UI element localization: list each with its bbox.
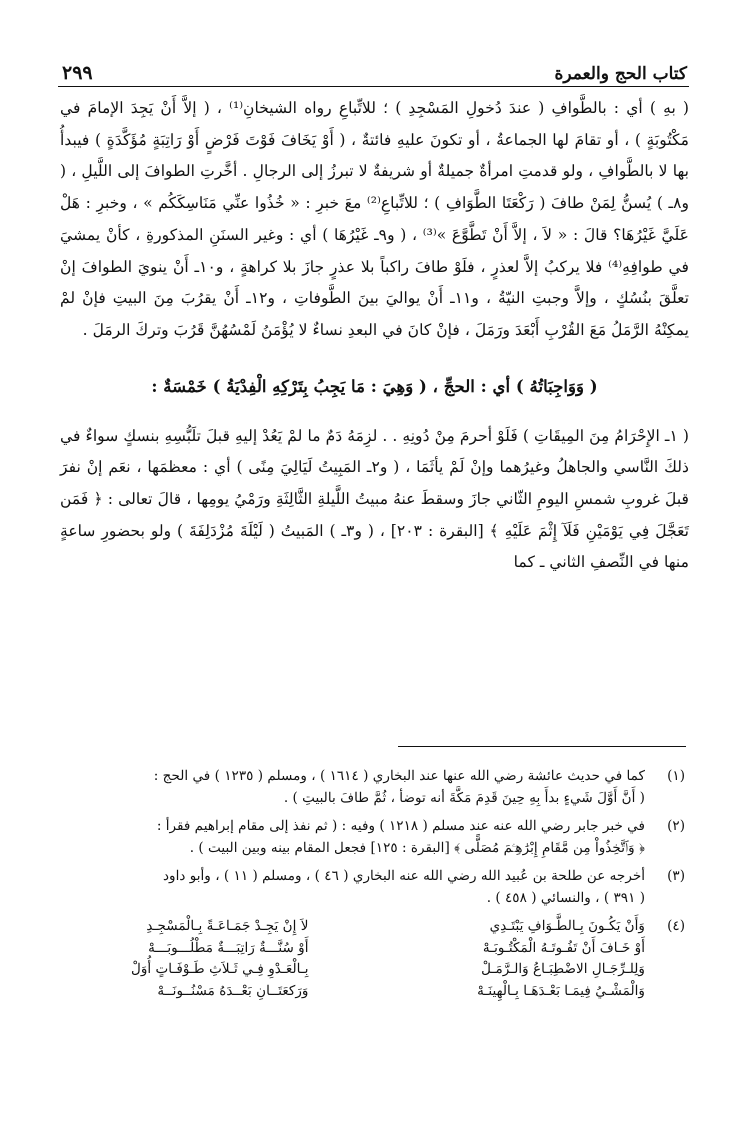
main-text [60,93,689,579]
footnote-poem [60,916,689,1002]
page-number: ٢٩٩ [62,62,93,84]
verse-second-hemistich: وَرَكعَتَــانِ بَعْــدَهُ مَسْنُــونَــهْ [157,982,309,999]
page-header [62,54,687,84]
footnote-text [60,866,645,909]
body-paragraph: ( بهِ ) أي : بالطَّوافِ ( عندَ دُخولِ المَسْجِدِ ) ؛ للاتِّباعِ رواه الشيخانِ⁽¹⁾ ، ( إلاَّ أَنْ يَجِدَ الإمامَ في مَكْتُوبَةٍ ) ، أو تقامَ لها الجماعةُ ، أو تكونَ عليهِ فائتةٌ ، ( أَوْ يَخَافَ فَوْتَ فَرْضٍ أَوْ رَاتِبَةٍ مُؤَكَّدَةٍ ) فيبدأُ بها لا بالطَّوافِ ، ولو قدمتِ امرأةٌ جميلةٌ أو شريفةٌ لا تبرزُ إلى الرجالِ . أخَّرتِ الطوافَ إلى اللَّيلِ ، ( و٨ـ ) يُسنُّ لِمَنْ طافَ ( رَكْعَتَا الطَّوَافِ ) ؛ للاتِّباعِ⁽²⁾ معَ خبرِ : « خُذُوا عنِّي مَنَاسِكَكُم » ، وخبرِ : هَلْ عَلَيَّ غَيْرُهَا؟ قالَ : « لاَ ، إلاَّ أَنْ تَطَّوَّعَ »⁽³⁾ ، ( و٩ـ غَيْرُهَا ) أي : وغير السنَنِ المذكورةِ ، كأنْ يمشيَ في طوافِهِ⁽⁴⁾ فلا يركبُ إلاَّ لعذرٍ ، فلَوْ طافَ راكباً بلا عذرٍ جازَ بلا كراهةٍ ، و١٠ـ أَنْ ينويَ الطوافَ إنْ تعلَّقَ بنُسُكٍ ، وإلاَّ وجبتِ النيّةُ ، و١١ـ أَنْ يواليَ بينَ الطَّوفاتِ ، و١٢ـ أَنْ يقرُبَ مِنَ البيتِ فإنْ لمْ يمكِنْهُ الرَّمَلُ مَعَ القُرْبِ أَبْعَدَ ورَمَلَ ، فإنْ كانَ في البعدِ نساءٌ لا يُؤْمَنُ لَمْسُهُنَّ قَرُبَ وتركَ الرمَلَ . [60,99,690,339]
footnote-line: في خبر جابر رضي الله عنه عند مسلم ( ١٢١٨ ) وفيه : ( ثم نفذ إلى مقام إبراهيم فقرأ : [156,818,645,834]
section-heading: ( وَوَاجِبَاتُهُ ) أي : الحجِّ ، ( وَهِيَ : مَا يَجِبُ بِتَرْكِهِ الْفِدْيَةُ ) خَمْسَةٌ : [151,375,598,396]
book-title: كتاب الحج والعمرة [554,64,687,84]
footnote [60,816,689,859]
footnote [60,866,689,909]
verse-first-hemistich: وَلِلـرِّجَـالِ الاضْطِبَـاعُ وَالـرَّمَـلْ [481,961,645,977]
footnotes [60,766,689,1009]
footnote-line: كما في حديث عائشة رضي الله عنها عند البخاري ( ١٦١٤ ) ، ومسلم ( ١٢٣٥ ) في الحج : [153,768,645,784]
footnote [60,766,689,809]
footnote-text [60,766,645,809]
footnote-line: ﴿ وَٱتَّخِذُواْ مِن مَّقَامِ إِبْرَٰهِـۧمَ مُصَلًّى ﴾ [البقرة : ١٢٥] فجعل المقام بينه وبين البيت ) . [189,839,645,856]
footnote-divider [398,746,686,747]
verse-first-hemistich: أَوْ خَـافَ أَنْ تَفُـوتَـهُ الْمَكْتُـوبَـهْ [482,939,645,956]
verse-second-hemistich: أَوْ سُنَّـــةٌ رَاتِبَـــةٌ مَطْلُـــوبَـــهْ [148,939,309,956]
footnote-number: (٤) [667,918,685,934]
footnote-line: ( ٣٩١ ) ، والنسائي ( ٤٥٨ ) . [486,889,645,906]
verse-second-hemistich: لاَ إِنْ يَجِـدْ جَمَـاعَـةً بِـالْمَسْجِـدِ [146,918,309,934]
footnote-line: أخرجه عن طلحة بن عُبيد الله رضي الله عنه البخاري ( ٤٦ ) ، ومسلم ( ١١ ) ، وأبو داود [162,868,645,884]
footnote-text [60,816,645,859]
verse-second-hemistich: بِـالْعَـدْوِ فِـي ثَـلاَثِ طَـوْفَـاتٍ أُوَلْ [130,961,309,977]
footnote-number: (٢) [667,818,685,834]
footnote-line: ( أَنَّ أَوَّلَ شَيءٍ بدأَ بِهِ حِينَ قَدِمَ مَكَّةَ أنه توضأ ، ثُمَّ طافَ بالبيتِ ) . [283,789,645,806]
poem-verses [60,916,645,1002]
body-paragraph: ( ١ـ الإِحْرَامُ مِنَ المِيقَاتِ ) فَلَوْ أحرمَ مِنْ دُونِهِ . . لزِمَهُ دَمٌ ما لمْ يَعُدْ إليهِ قبلَ تلَبُّسِهِ بنسكٍ سواءٌ في ذلكَ النَّاسي والجاهلُ وغيرُهما وإنْ لَمْ يأثَمَا ، ( و٢ـ المَبِيتُ لَيَالِيَ مِنًى ) أي : معظمَها ، نعَم إنْ نفرَ قبلَ غروبِ شمسِ اليومِ الثّاني جازَ وسقطَ عنهُ مبيتُ اللَّيلةِ الثَّالِثَةِ ورَمْيُ يومِها ، قالَ تعالى : ﴿ فَمَن تَعَجَّلَ فِي يَوْمَيْنِ فَلَآ إِثْمَ عَلَيْهِ ﴾ [البقرة : ٢٠٣] ، ( و٣ـ ) المَبيتُ ( لَيْلَةَ مُزْدَلِفَةَ ) ولو بحضورِ ساعةٍ منها في النِّصفِ الثاني ـ كما [60,426,690,572]
header-divider [58,86,689,87]
footnote-number: (٣) [667,868,685,884]
footnote-number: (١) [667,768,685,784]
verse-first-hemistich: وَأَنْ يَكُـونَ بِـالطَّـوَافِ يَبْتَـدِي [489,918,645,934]
verse-first-hemistich: وَالْمَشْـيُ فِيمَـا بَعْـدَهَـا بِـالْهِينَـهْ [477,982,645,999]
